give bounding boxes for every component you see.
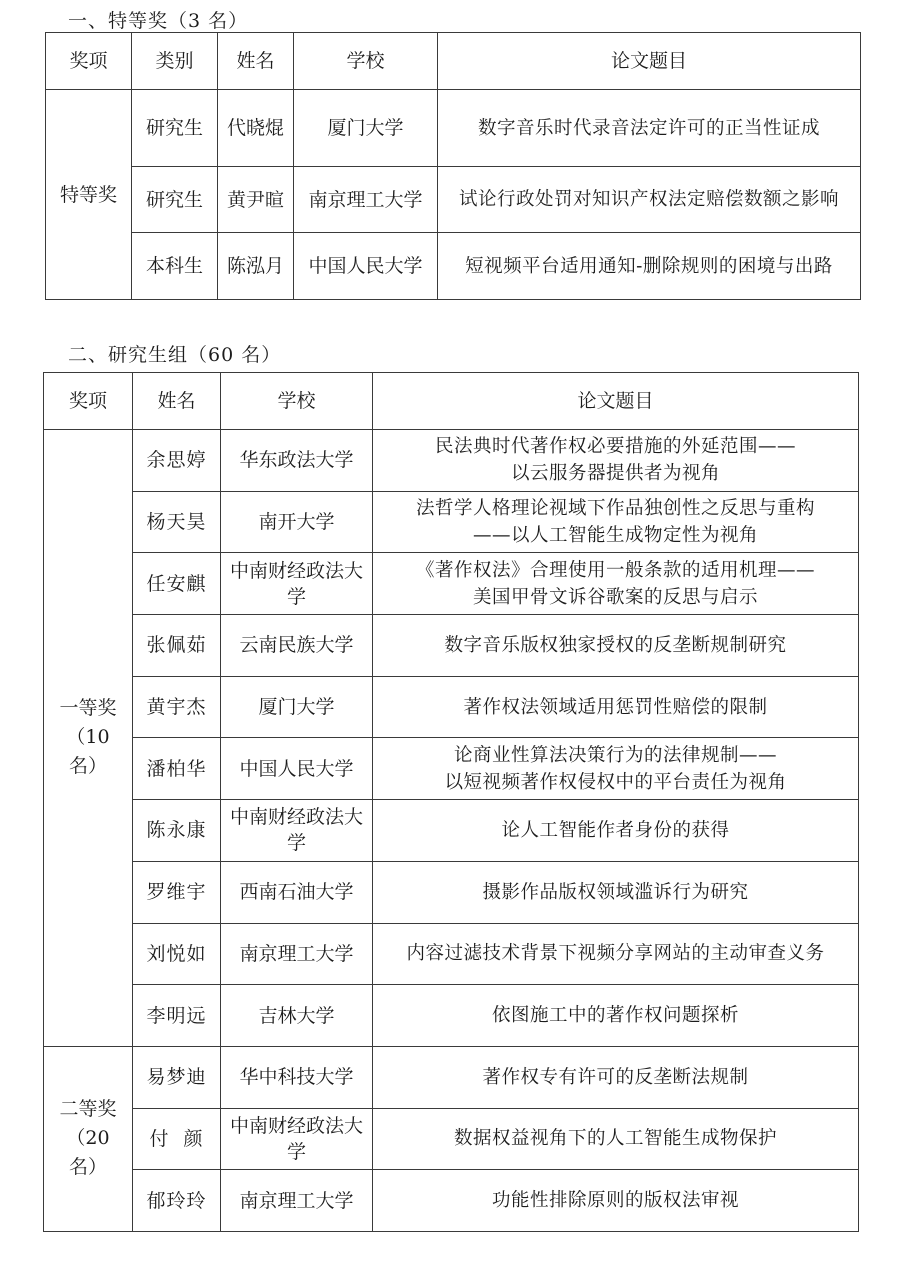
title-cell [373,430,859,492]
school-cell: 中南财经政法大学 [221,1108,373,1170]
table-row [46,167,861,233]
title-cell: 试论行政处罚对知识产权法定赔偿数额之影响 [438,167,861,233]
award-line: 一等奖 [59,697,117,720]
school-cell: 南京理工大学 [294,167,438,233]
title-line: 依图施工中的著作权问题探析 [491,1005,739,1027]
header-title: 论文题目 [438,33,861,90]
table-row [46,233,861,300]
title-cell [373,1108,859,1170]
award-line: 二等奖 [59,1098,117,1121]
name-cell: 黄尹暄 [218,167,294,233]
school-cell: 华中科技大学 [221,1046,373,1108]
name-cell: 潘柏华 [133,738,221,800]
special-award-table [45,32,861,300]
title-line: 论人工智能作者身份的获得 [501,819,730,841]
graduate-group-table [43,372,859,1232]
table-row [44,923,859,985]
section2-heading: 二、研究生组（60 名） [68,344,282,366]
title-line: 美国甲骨文诉谷歌案的反思与启示 [472,586,758,608]
name-cell: 郁玲玲 [133,1170,221,1232]
title-line: 摄影作品版权领域滥诉行为研究 [482,881,749,903]
title-cell [373,1046,859,1108]
title-line: 民法典时代著作权必要措施的外延范围—— [434,436,796,458]
header-award: 奖项 [46,33,132,90]
title-line: ——以人工智能生成物定性为视角 [472,525,758,547]
header-name: 姓名 [133,373,221,430]
table-row [44,1170,859,1232]
award-line: （10 [66,726,110,749]
title-cell [373,553,859,615]
table-row [44,676,859,738]
title-line: 数据权益视角下的人工智能生成物保护 [453,1128,777,1150]
award-cell: 特等奖 [46,90,132,300]
school-cell: 厦门大学 [221,676,373,738]
school-cell: 中南财经政法大学 [221,800,373,862]
table-row [44,430,859,492]
name-cell: 易梦迪 [133,1046,221,1108]
name-cell: 杨天昊 [133,491,221,553]
table-row [44,861,859,923]
name-cell: 张佩茹 [133,615,221,677]
school-cell: 西南石油大学 [221,861,373,923]
name-cell: 陈永康 [133,800,221,862]
award-line: （20 [66,1127,110,1150]
school-cell: 云南民族大学 [221,615,373,677]
table-row [44,985,859,1047]
title-cell [373,738,859,800]
title-cell [373,923,859,985]
school-cell: 南开大学 [221,491,373,553]
title-cell [373,985,859,1047]
title-line: 以短视频著作权侵权中的平台责任为视角 [444,771,787,793]
title-line: 以云服务器提供者为视角 [510,463,720,485]
award-cell [44,430,133,1047]
title-cell: 数字音乐时代录音法定许可的正当性证成 [438,90,861,167]
table-row [44,553,859,615]
title-cell [373,800,859,862]
title-cell [373,491,859,553]
category-cell: 研究生 [132,167,218,233]
table-row [46,90,861,167]
table-row [44,615,859,677]
award-cell [44,1046,133,1231]
award-line: 名） [68,1156,107,1179]
title-cell: 短视频平台适用通知-删除规则的困境与出路 [438,233,861,300]
table-row [44,738,859,800]
name-cell: 付 颜 [133,1108,221,1170]
category-cell: 研究生 [132,90,218,167]
title-line: 论商业性算法决策行为的法律规制—— [453,744,777,766]
section1-heading: 一、特等奖（3 名） [68,10,249,32]
title-line: 法哲学人格理论视域下作品独创性之反思与重构 [415,498,815,520]
school-cell: 厦门大学 [294,90,438,167]
header-school: 学校 [221,373,373,430]
school-cell: 中国人民大学 [221,738,373,800]
school-cell: 华东政法大学 [221,430,373,492]
table-row [44,491,859,553]
header-category: 类别 [132,33,218,90]
table-header-row [44,373,859,430]
title-line: 《著作权法》合理使用一般条款的适用机理—— [415,559,815,581]
name-cell: 罗维宇 [133,861,221,923]
header-title: 论文题目 [373,373,859,430]
title-line: 著作权法领域适用惩罚性赔偿的限制 [463,696,768,718]
table-row [44,1108,859,1170]
name-cell: 陈泓月 [218,233,294,300]
title-cell [373,861,859,923]
header-award: 奖项 [44,373,133,430]
title-cell [373,1170,859,1232]
title-line: 内容过滤技术背景下视频分享网站的主动审查义务 [406,943,825,965]
table-header-row [46,33,861,90]
name-cell: 黄宇杰 [133,676,221,738]
name-cell: 代晓焜 [218,90,294,167]
title-cell [373,676,859,738]
school-cell: 中国人民大学 [294,233,438,300]
category-cell: 本科生 [132,233,218,300]
school-cell: 南京理工大学 [221,1170,373,1232]
school-cell: 吉林大学 [221,985,373,1047]
title-line: 功能性排除原则的版权法审视 [491,1190,739,1212]
table-row [44,1046,859,1108]
table-row [44,800,859,862]
award-line: 名） [68,755,107,778]
name-cell: 余思婷 [133,430,221,492]
title-cell [373,615,859,677]
school-cell: 南京理工大学 [221,923,373,985]
title-line: 数字音乐版权独家授权的反垄断规制研究 [444,634,787,656]
header-name: 姓名 [218,33,294,90]
name-cell: 李明远 [133,985,221,1047]
header-school: 学校 [294,33,438,90]
name-cell: 刘悦如 [133,923,221,985]
school-cell: 中南财经政法大学 [221,553,373,615]
name-cell: 任安麒 [133,553,221,615]
title-line: 著作权专有许可的反垄断法规制 [482,1066,749,1088]
